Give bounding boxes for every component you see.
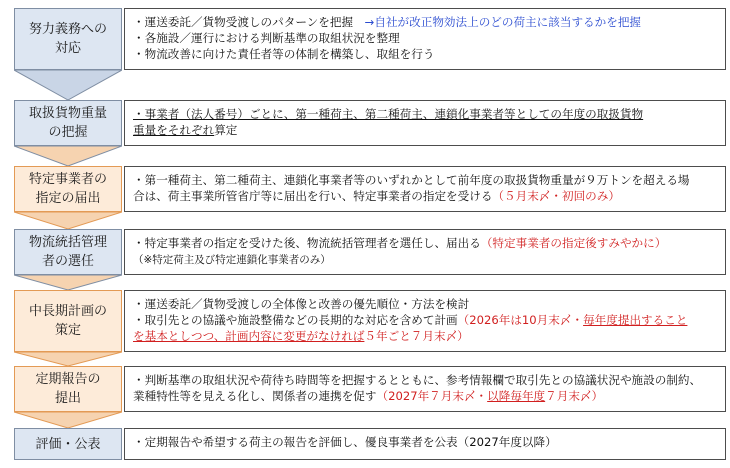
step-label-box [14,229,122,275]
chevron-down-icon [14,412,122,428]
step-content-box [124,8,726,70]
content-line [133,235,717,251]
step-label-box [14,100,122,146]
content-text: 合は、荷主事業所管省庁等に届出を行い、特定事業者の指定を受ける [133,189,493,203]
step-label-box [14,290,122,352]
content-text: ・物流改善に向けた責任者等の体制を構築し、取組を行う [133,47,435,61]
step-label-line: 提出 [54,391,81,406]
step-label-line: の把握 [48,125,88,140]
flow-step-4 [6,229,726,275]
content-line [133,312,717,328]
content-text: ・特定事業者の指定を受けた後、物流統括管理者を選任し、届出る [133,236,481,250]
content-text: （2027年７月末〆・ [376,389,488,403]
flow-step-7 [6,428,726,460]
content-text: 毎年度提出すること [583,313,688,327]
content-text: 以降毎年度 [487,389,546,403]
step-label-box [14,166,122,212]
content-line [133,372,717,388]
step-label-box [14,366,122,412]
step-label-line: 評価・公表 [35,436,101,452]
content-text: ・運送委託／貨物受渡しの全体像と改善の優先順位・方法を検討 [133,297,470,311]
step-label-line: 取扱貨物重量 [28,106,107,121]
content-text: ・第一種荷主、第二種荷主、連鎖化事業者等のいずれかとして前年度の取扱貨物重量が９万トンを超える場 [133,173,690,187]
content-text: ７月末〆） [545,389,604,403]
step-label-box [14,428,122,460]
content-line [133,122,717,138]
step-label-line: 対応 [54,41,81,56]
content-text: 重量を [133,123,168,137]
content-line [133,30,717,46]
flow-step-1 [6,8,726,70]
step-content-box [124,428,726,460]
step-label-line: 努力義務への [28,22,107,37]
step-content-box [124,100,726,146]
content-text: （2026年は10月末〆・ [457,313,584,327]
content-line [133,188,717,204]
step-label-line: 指定の届出 [35,191,101,206]
content-text: （※特定荷主及び特定連鎖化事業者のみ） [133,254,331,266]
step-label-line: 者の選任 [41,254,94,269]
content-line [133,296,717,312]
content-text: ・取引先との協議や施設整備などの長期的な対応を含めて計画 [133,313,458,327]
content-text: ・事業者（法人番号）ごとに、第一種荷主、第二種荷主、連鎖化事業者等としての年度の取扱貨物 [133,107,644,121]
content-line [133,434,717,450]
content-text: ・判断基準の取組状況や荷待ち時間等を把握するとともに、参考情報欄で取引先との協議状況や施設の制約、 [133,373,702,387]
flow-step-2 [6,100,726,146]
step-content-box [124,290,726,352]
content-line [133,251,717,268]
chevron-down-icon [14,70,122,100]
content-line [133,46,717,62]
chevron-down-icon [14,212,122,229]
content-text: それぞれ [167,123,215,137]
content-text: →自社が改正物効法上のどの荷主に該当するかを把握 [364,15,642,29]
step-content-box [124,229,726,275]
step-label-line: 策定 [54,323,81,338]
chevron-down-icon [14,352,122,366]
step-label-line: 定期報告の [35,372,101,387]
content-text: を基本としつつ、計画内容に変更がなければ [133,329,365,343]
step-content-box [124,166,726,212]
flow-step-5 [6,290,726,352]
flow-step-3 [6,166,726,212]
content-text: （特定事業者の指定後すみやかに） [480,236,667,250]
content-text: （５月末〆・初回のみ） [492,189,620,203]
chevron-down-icon [14,275,122,290]
content-line [133,388,717,404]
content-text: ・定期報告や希望する荷主の報告を評価し、優良事業者を公表（2027年度以降） [133,435,557,449]
step-content-box [124,366,726,412]
content-text: ・運送委託／貨物受渡しのパターンを把握 [133,15,365,29]
content-line [133,106,717,122]
content-line [133,172,717,188]
chevron-down-icon [14,146,122,166]
step-label-line: 物流統括管理 [28,235,107,250]
content-line [133,14,717,30]
content-text: ・各施設／運行における判断基準の取組状況を整理 [133,31,400,45]
step-label-line: 特定事業者の [28,172,107,187]
step-label-box [14,8,122,70]
flow-step-6 [6,366,726,412]
step-label-line: 中長期計画の [28,304,107,319]
content-text: 業種特性等を見える化し、関係者の連携を促す [133,389,377,403]
content-text: 算定 [214,123,238,137]
content-text: ５年ごと７月末〆） [364,329,469,343]
content-line [133,328,717,344]
